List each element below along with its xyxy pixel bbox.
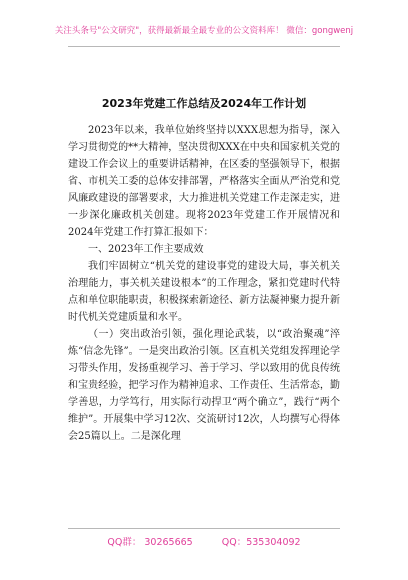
document-title: 2023年党建工作总结及2024年工作计划 bbox=[101, 97, 307, 110]
paragraph-subsection-1: （一）突出政治引领，强化理论武装，以“政治聚魂”淬炼“信念先锋”。一是突出政治引领。区直机关党组发挥理论学习带头作用，发扬重视学习、善于学习、学以致用的优良传统和宝贵经验，把学习作为精神追求、工作责任、生活常态，勤学善思，力学笃行，用实际行动捍卫“两个确立”，践行“两个维护”。开展集中学习12次、交流研讨12次，人均撰写心得体会25篇以上。二是深化理 bbox=[68, 329, 340, 442]
section-heading: 一、2023年工作主要成效 bbox=[88, 244, 204, 255]
paragraph-overview: 我们牢固树立“机关党的建设事党的建设大局，事关机关治理能力，事关机关建设根本”的工作理念，紧扣党建时代特点和单位职能职责，积极探索新途径、新方法凝神聚力提升新时代机关党建质量和水平。 bbox=[68, 261, 340, 323]
footer-divider bbox=[68, 528, 340, 529]
paragraph-intro: 2023年以来，我单位始终坚持以XXX思想为指导，深入学习贯彻党的**大精神，坚决贯彻XXX在中央和国家机关党的建设工作会议上的重要讲话精神，在区委的坚强领导下，根据省、市机关工委的总体安排部署，严格落实全面从严治党和党风廉政建设的部署要求，大力推进机关党建工作走深走实，进一步深化廉政机关创建。现将2023年党建工作开展情况和2024年党建工作打算汇报如下： bbox=[68, 125, 340, 238]
footer-qq-number: QQ：535304092 bbox=[221, 537, 301, 548]
footer-contact bbox=[0, 534, 408, 548]
document-body bbox=[68, 122, 340, 445]
header-promo-note: 关注头条号"公文研究"，获得最新最全最专业的公文资料库！ 微信：gongwenj bbox=[54, 26, 354, 36]
header-divider bbox=[68, 46, 340, 47]
footer-qq-group: QQ群： 30265665 bbox=[107, 537, 193, 548]
